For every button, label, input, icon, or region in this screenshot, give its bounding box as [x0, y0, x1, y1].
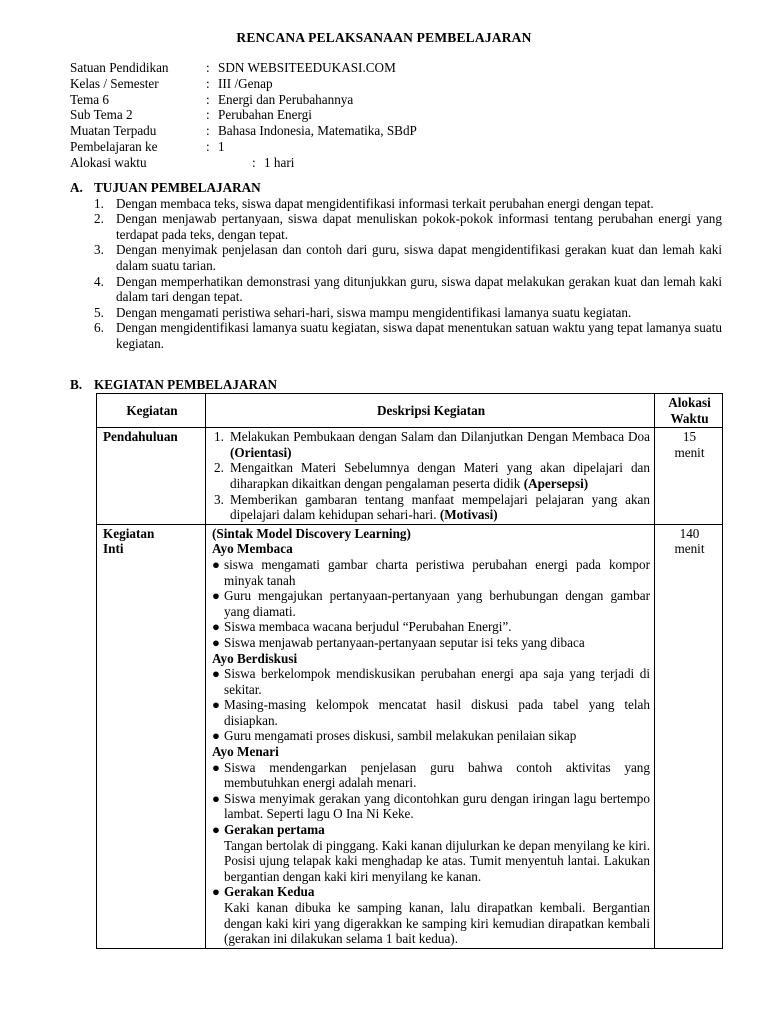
table-row-inti [97, 524, 723, 948]
section-number: B. [70, 377, 83, 392]
section-number: A. [70, 180, 83, 195]
section-heading-text: KEGIATAN PEMBELAJARAN [94, 377, 278, 392]
identity-colon: : [206, 107, 210, 123]
bullet-icon: ● [212, 759, 220, 775]
objective-item [70, 305, 722, 321]
objective-text: Dengan memperhatikan demonstrasi yang ditunjukkan guru, siswa dapat melakukan gerakan kuat dan lemah kaki dalam tari dengan tepat. [116, 273, 722, 305]
waktu-unit: menit [674, 541, 705, 557]
gerakan-heading: Gerakan Kedua [224, 884, 315, 900]
objective-item [70, 242, 722, 273]
objective-text: Dengan mengamati peristiwa sehari-hari, siswa mampu mengidentifikasi lamanya suatu kegiatan. [116, 304, 632, 320]
list-item [212, 429, 650, 460]
identity-value: Energi dan Perubahannya [218, 91, 354, 107]
document-title: RENCANA PELAKSANAAN PEMBELAJARAN [236, 30, 532, 45]
identity-label: Muatan Terpadu [70, 123, 157, 139]
identity-row [70, 107, 710, 123]
bullet-icon: ● [212, 666, 220, 682]
waktu-value: 15 [682, 429, 697, 445]
header-deskripsi: Deskripsi Kegiatan [206, 394, 655, 428]
identity-label: Satuan Pendidikan [70, 60, 169, 75]
list-item [212, 588, 650, 619]
gerakan-heading: Gerakan pertama [224, 822, 325, 838]
objective-item [70, 211, 722, 242]
bullet-icon: ● [212, 822, 220, 838]
item-text: siswa mengamati gambar charta peristiwa perubahan energi pada kompor minyak tanah [224, 556, 650, 588]
waktu-cell [655, 428, 723, 525]
list-item [212, 760, 650, 791]
membaca-list [212, 557, 650, 651]
identity-row [70, 92, 710, 108]
sintak-heading: (Sintak Model Discovery Learning) [212, 525, 411, 541]
item-tag: (Motivasi) [439, 507, 498, 523]
gerakan-text: Kaki kanan dibuka ke samping kanan, lalu dirapatkan kembali. Bergantian dengan kaki kiri yang digerakkan ke samping kiri kemudian dirapatkan kembali (gerakan ini dilakukan selama 1 bait kedua). [224, 900, 650, 947]
list-item [212, 492, 650, 523]
item-text: Siswa mendengarkan penjelasan guru bahwa contoh aktivitas yang membutuhkan energi adalah menari. [224, 759, 650, 791]
objective-number: 6. [94, 320, 104, 336]
list-item [212, 697, 650, 728]
item-text: Siswa menjawab pertanyaan-pertanyaan seputar isi teks yang dibaca [224, 634, 585, 650]
identity-colon: : [206, 138, 210, 154]
table-row-pendahuluan [97, 428, 723, 525]
table-header-row [97, 394, 723, 428]
header-alokasi-waktu [655, 394, 723, 428]
list-item [212, 884, 650, 900]
item-number: 3. [214, 491, 224, 507]
identity-label: Alokasi waktu [70, 154, 147, 170]
objective-number: 5. [94, 304, 104, 320]
item-text: Siswa berkelompok mendiskusikan perubahan energi apa saja yang terjadi di sekitar. [224, 666, 650, 697]
list-item [212, 822, 650, 838]
kegiatan-table [96, 393, 723, 949]
objective-text: Dengan membaca teks, siswa dapat mengidentifikasi informasi terkait perubahan energi dengan tepat. [116, 195, 654, 211]
header-kegiatan: Kegiatan [97, 394, 206, 428]
objective-number: 2. [94, 211, 104, 227]
item-text: Guru mengamati proses diskusi, sambil melakukan penilaian sikap [224, 728, 577, 744]
deskripsi-cell [206, 524, 655, 948]
identity-label: Kelas / Semester [70, 75, 159, 91]
bullet-icon: ● [212, 728, 220, 744]
bullet-icon: ● [212, 884, 220, 900]
bullet-icon: ● [212, 619, 220, 635]
identity-label: Pembelajaran ke [70, 138, 158, 154]
gerakan-text: Tangan bertolak di pinggang. Kaki kanan dijulurkan ke depan menyilang ke kiri. Posisi ujung telapak kaki menghadap ke atas. Tumit menyentuh lantai. Lakukan bergantian dengan kaki kiri menyilang ke kanan. [224, 837, 650, 884]
identity-row [70, 76, 710, 92]
item-tag: (Apersepsi) [523, 475, 589, 491]
item-text: Siswa membaca wacana berjudul “Perubahan Energi”. [224, 619, 512, 635]
identity-value: Bahasa Indonesia, Matematika, SBdP [218, 123, 417, 139]
ayo-berdiskusi-heading: Ayo Berdiskusi [212, 650, 298, 666]
identity-colon: : [252, 154, 256, 170]
identity-row [70, 123, 710, 139]
bullet-icon: ● [212, 697, 220, 713]
objective-item [70, 196, 722, 212]
identity-block [70, 60, 710, 171]
section-kegiatan-heading [70, 377, 277, 393]
gerakan-list [212, 884, 650, 900]
identity-value: 1 hari [264, 154, 295, 170]
item-text: Mengaitkan Materi Sebelumnya dengan Materi yang akan dipelajari dan diharapkan dikaitkan dengan pengalaman peserta didik [230, 460, 650, 491]
identity-value: 1 [218, 138, 225, 154]
menari-list [212, 760, 650, 838]
list-item [212, 728, 650, 744]
header-waktu: Waktu [670, 410, 709, 426]
identity-colon: : [206, 123, 210, 139]
identity-colon: : [206, 60, 210, 75]
bullet-icon: ● [212, 588, 220, 604]
deskripsi-cell [206, 428, 655, 525]
pendahuluan-list [212, 429, 650, 523]
objective-item [70, 320, 722, 351]
waktu-cell [655, 524, 723, 948]
item-tag: (Orientasi) [230, 444, 292, 460]
objective-number: 1. [94, 195, 104, 211]
objective-text: Dengan mengidentifikasi lamanya suatu kegiatan, siswa dapat menentukan satuan waktu yang tepat lamanya suatu kegiatan. [116, 320, 722, 351]
list-item [212, 791, 650, 822]
identity-value: Perubahan Energi [218, 107, 312, 123]
identity-row [70, 139, 710, 155]
label-line: Inti [103, 541, 124, 557]
kegiatan-label [97, 524, 206, 948]
kegiatan-label: Pendahuluan [97, 428, 206, 525]
waktu-value: 140 [679, 525, 700, 541]
identity-value: SDN WEBSITEEDUKASI.COM [218, 60, 396, 75]
item-text: Memberikan gambaran tentang manfaat mempelajari pelajaran yang akan dipelajari dalam kehidupan sehari-hari. [230, 491, 650, 523]
objective-text: Dengan menyimak penjelasan dan contoh dari guru, siswa dapat mengidentifikasi gerakan kuat dan lemah kaki dalam suatu tarian. [116, 242, 722, 273]
identity-value: III /Genap [218, 75, 273, 91]
objective-item [70, 274, 722, 305]
item-text: Guru mengajukan pertanyaan-pertanyaan yang berhubungan dengan gambar yang diamati. [224, 588, 650, 619]
ayo-membaca-heading: Ayo Membaca [212, 541, 293, 557]
section-heading-text: TUJUAN PEMBELAJARAN [94, 180, 261, 195]
objective-text: Dengan menjawab pertanyaan, siswa dapat menuliskan pokok-pokok informasi tentang perubahan energi yang terdapat pada teks, dengan tepat. [116, 211, 722, 242]
label-line: Kegiatan [103, 525, 155, 541]
identity-row [70, 155, 710, 171]
ayo-menari-heading: Ayo Menari [212, 744, 279, 760]
bullet-icon: ● [212, 790, 220, 806]
section-tujuan [70, 180, 722, 352]
list-item [212, 557, 650, 588]
identity-colon: : [206, 75, 210, 91]
section-heading [70, 180, 722, 196]
item-text: Masing-masing kelompok mencatat hasil diskusi pada tabel yang telah disiapkan. [224, 697, 650, 728]
identity-label: Sub Tema 2 [70, 107, 133, 123]
list-item [212, 619, 650, 635]
identity-label: Tema 6 [70, 91, 109, 107]
bullet-icon: ● [212, 556, 220, 572]
identity-colon: : [206, 91, 210, 107]
waktu-unit: menit [674, 444, 705, 460]
list-item [212, 666, 650, 697]
bullet-icon: ● [212, 634, 220, 650]
item-text: Siswa menyimak gerakan yang dicontohkan guru dengan iringan lagu bertempo lambat. Seperti lagu O Ina Ni Keke. [224, 790, 650, 822]
list-item [212, 460, 650, 491]
objective-number: 3. [94, 242, 104, 258]
header-alokasi: Alokasi [668, 395, 711, 410]
identity-row [70, 60, 710, 76]
berdiskusi-list [212, 666, 650, 744]
list-item [212, 635, 650, 651]
objective-list [70, 196, 722, 352]
objective-number: 4. [94, 273, 104, 289]
item-number: 2. [214, 460, 224, 476]
item-text: Melakukan Pembukaan dengan Salam dan Dilanjutkan Dengan Membaca Doa [230, 429, 650, 445]
item-number: 1. [214, 429, 224, 445]
